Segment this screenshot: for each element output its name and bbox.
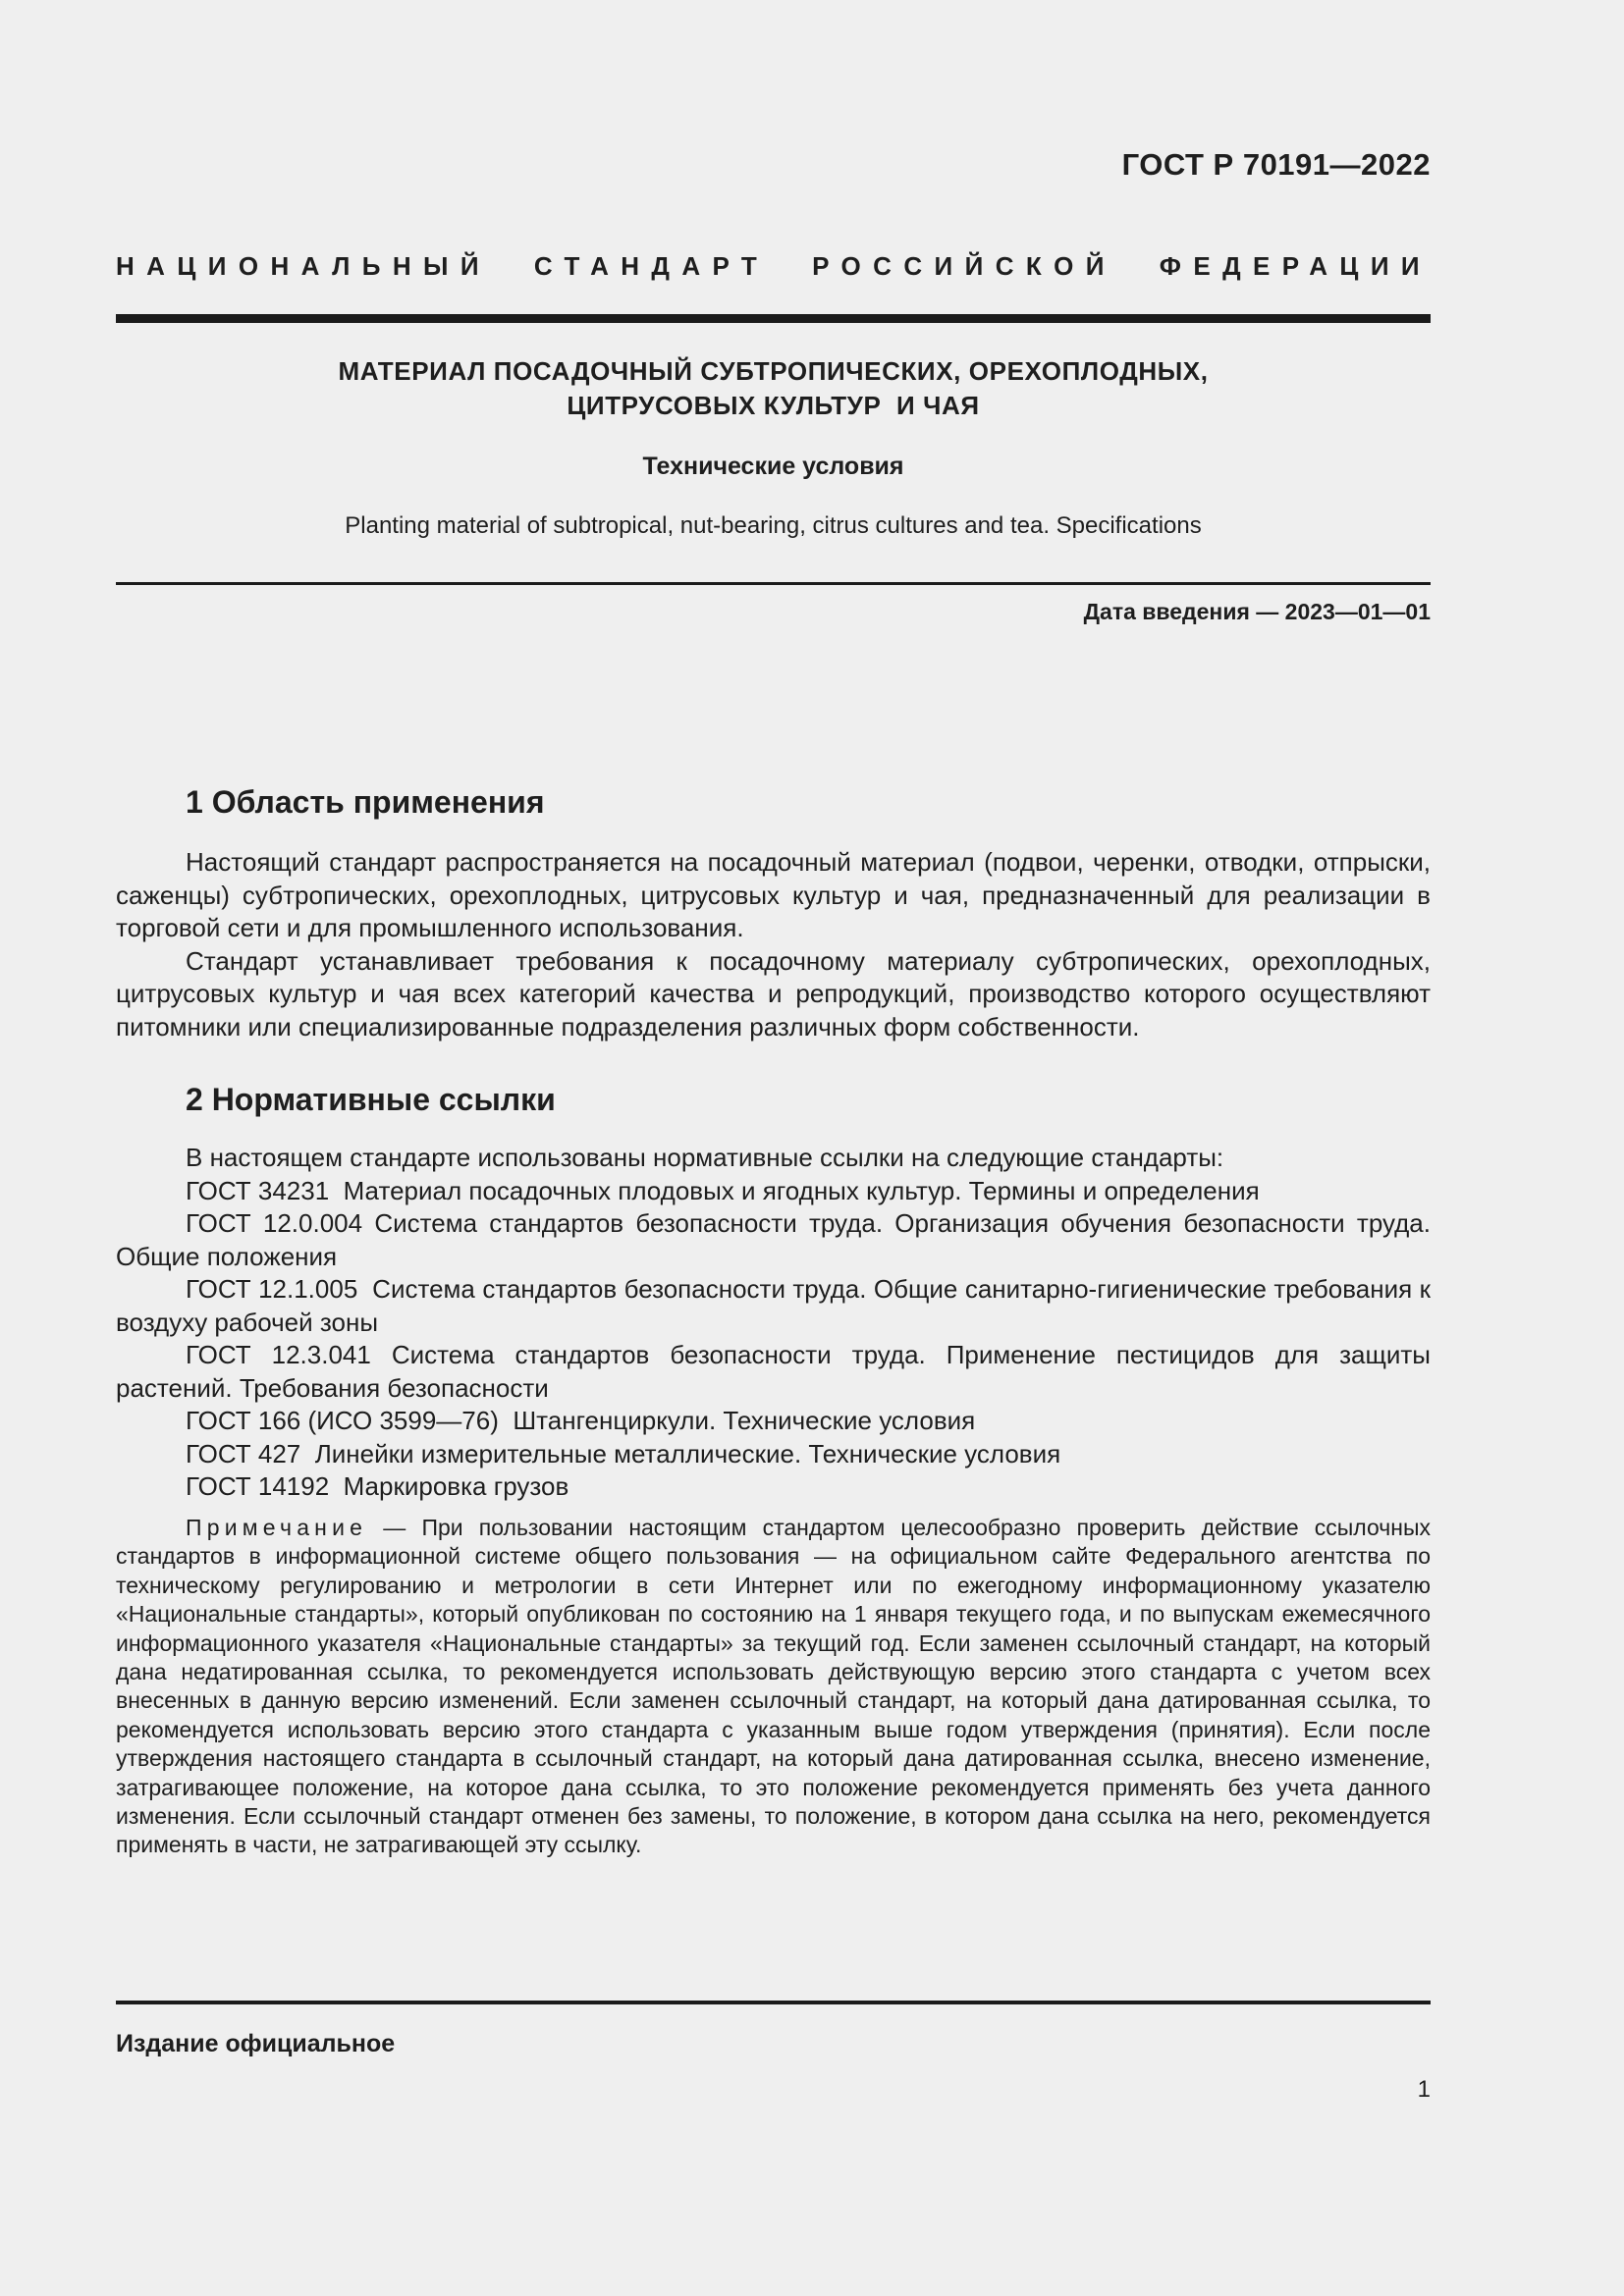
normative-reference: ГОСТ 427 Линейки измерительные металлические. Технические условия [186, 1438, 1061, 1468]
section-2-heading: 2 Нормативные ссылки [186, 1082, 556, 1117]
section-1-heading: 1 Область применения [186, 784, 545, 820]
section-1-paragraph: Стандарт устанавливает требования к посадочному материалу субтропических, орехоплодных, цитрусовых культур и чая всех категорий качества и репродукций, производство которого осуществляют питомники или специализированные подразделения различных форм собственности. [116, 945, 1431, 1041]
section-2-body [116, 1142, 1438, 1504]
normative-reference: ГОСТ 12.1.005 Система стандартов безопасности труда. Общие санитарно-гигиенические требования к воздуху рабочей зоны [116, 1274, 1438, 1337]
normative-reference: ГОСТ 34231 Материал посадочных плодовых и ягодных культур. Термины и определения [186, 1175, 1260, 1205]
note-text: — При пользовании настоящим стандартом целесообразно проверить действие ссылочных стандартов в информационной системе общего пользования — на официальном сайте Федерального агентства по техническому регулированию и метрологии в сети Интернет или по ежегодному информационному указателю «Национальные стандарты», который опубликован по состоянию на 1 января текущего года, и по выпускам ежемесячного информационного указателя «Национальные стандарты» за текущий год. Если заменен ссылочный стандарт, на который дана недатированная ссылка, то рекомендуется использовать действующую версию этого стандарта с учетом всех внесенных в данную версию изменений. Если заменен ссылочный стандарт, на который дана датированная ссылка, то рекомендуется использовать версию этого стандарта с указанным выше годом утверждения (принятия). Если после утверждения настоящего стандарта в ссылочный стандарт, на который дана датированная ссылка, внесено изменение, затрагивающее положение, на которое дана ссылка, то это положение рекомендуется применять без учета данного изменения. Если ссылочный стандарт отменен без замены, то положение, в котором дана ссылка на него, рекомендуется применять в части, не затрагивающей эту ссылку. [116, 1515, 1431, 1858]
references-note [116, 1514, 1431, 1860]
national-standard-heading: НАЦИОНАЛЬНЫЙ СТАНДАРТ РОССИЙСКОЙ ФЕДЕРАЦИИ [116, 251, 1432, 281]
official-edition-label: Издание официальное [116, 2030, 396, 2057]
title-line-1: МАТЕРИАЛ ПОСАДОЧНЫЙ СУБТРОПИЧЕСКИХ, ОРЕХОПЛОДНЫХ, [338, 356, 1209, 386]
normative-reference: ГОСТ 12.0.004 Система стандартов безопасности труда. Организация обучения безопасности труда. Общие положения [116, 1208, 1431, 1271]
title-line-2: ЦИТРУСОВЫХ КУЛЬТУР И ЧАЯ [567, 391, 980, 420]
section-1-paragraph: Настоящий стандарт распространяется на посадочный материал (подвои, черенки, отводки, отпрыски, саженцы) субтропических, орехоплодных, цитрусовых культур и чая, предназначенный для реализации в торговой сети и для промышленного использования. [116, 847, 1431, 942]
header-divider [116, 314, 1431, 323]
footer-divider [116, 2001, 1431, 2004]
document-subtitle: Технические условия [642, 453, 904, 480]
title-divider [116, 582, 1431, 585]
document-number: ГОСТ Р 70191—2022 [1121, 147, 1431, 182]
introduction-date: Дата введения — 2023—01—01 [1083, 599, 1431, 624]
page-number: 1 [1417, 2076, 1431, 2103]
english-title: Planting material of subtropical, nut-bearing, citrus cultures and tea. Specifications [345, 512, 1202, 539]
normative-reference: ГОСТ 12.3.041 Система стандартов безопасности труда. Применение пестицидов для защиты растений. Требования безопасности [116, 1340, 1431, 1403]
section-1-body [116, 846, 1431, 1043]
section-2-intro: В настоящем стандарте использованы нормативные ссылки на следующие стандарты: [186, 1143, 1224, 1172]
normative-reference: ГОСТ 14192 Маркировка грузов [186, 1471, 569, 1501]
note-label: Примечание [186, 1515, 368, 1540]
document-title [116, 354, 1431, 423]
normative-reference: ГОСТ 166 (ИСО 3599—76) Штангенциркули. Технические условия [186, 1406, 976, 1435]
